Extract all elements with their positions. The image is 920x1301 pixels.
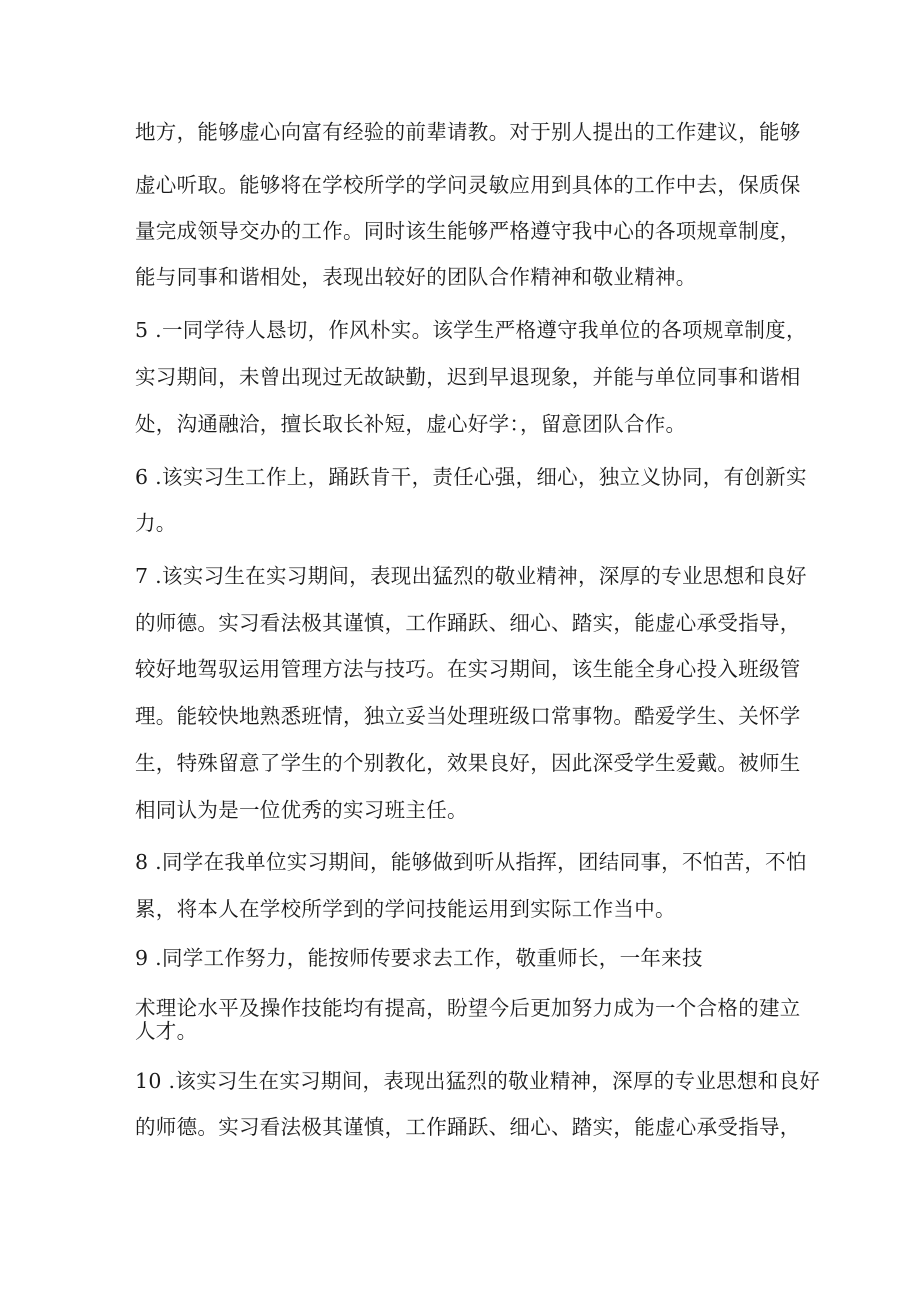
text-line: 相同认为是一位优秀的实习班主任。	[135, 798, 468, 822]
list-item-10-line: 10 .该实习生在实习期间，表现出猛烈的敬业精神，深厚的专业思想和良好	[135, 1069, 821, 1093]
text-line: 较好地驾驭运用管理方法与技巧。在实习期间，该生能全身心投入班级管	[135, 657, 801, 681]
text-line: 处，沟通融洽，擅长取长补短，虚心好学：，留意团队合作。	[135, 412, 687, 436]
text-line: 虚心听取。能够将在学校所学的学问灵敏应用到具体的工作中去，保质保	[135, 173, 801, 197]
text-line: 量完成领导交办的工作。同时该生能够严格遵守我中心的各项规章制度，	[135, 219, 801, 243]
list-item-5-line: 5 .一同学待人恳切，作风朴实。该学生严格遵守我单位的各项规章制度，	[135, 318, 807, 342]
list-item-9-line: 9 .同学工作努力，能按师传要求去工作，敬重师长，一年来技	[135, 946, 703, 970]
list-item-6-line: 6 .该实习生工作上，踊跃肯干，责任心强，细心，独立义协同，有创新实	[135, 465, 807, 489]
text-line: 人才。	[135, 1019, 198, 1043]
list-item-8-line: 8 .同学在我单位实习期间，能够做到听从指挥，团结同事，不怕苦，不怕	[135, 850, 807, 874]
text-line: 生，特殊留意了学生的个别教化，效果良好，因此深受学生爱戴。被师生	[135, 751, 801, 775]
text-line: 能与同事和谐相处，表现出较好的团队合作精神和敬业精神。	[135, 265, 697, 289]
list-item-7-line: 7 .该实习生在实习期间，表现出猛烈的敬业精神，深厚的专业思想和良好	[135, 564, 807, 588]
text-line: 实习期间，未曾出现过无故缺勤，迟到早退现象，并能与单位同事和谐相	[135, 365, 801, 389]
text-line: 术理论水平及操作技能均有提高，盼望今后更加努力成为一个合格的建立	[135, 996, 801, 1020]
text-line: 力。	[135, 511, 177, 535]
text-line: 的师德。实习看法极其谨慎，工作踊跃、细心、踏实，能虚心承受指导，	[135, 611, 801, 635]
text-line: 理。能较快地熟悉班情，独立妥当处理班级口常事物。酷爱学生、关怀学	[135, 704, 801, 728]
text-line: 累，将本人在学校所学到的学问技能运用到实际工作当中。	[135, 897, 676, 921]
text-line: 地方，能够虚心向富有经验的前辈请教。对于别人提出的工作建议，能够	[135, 120, 801, 144]
text-line: 的师德。实习看法极其谨慎，工作踊跃、细心、踏实，能虚心承受指导，	[135, 1115, 801, 1139]
